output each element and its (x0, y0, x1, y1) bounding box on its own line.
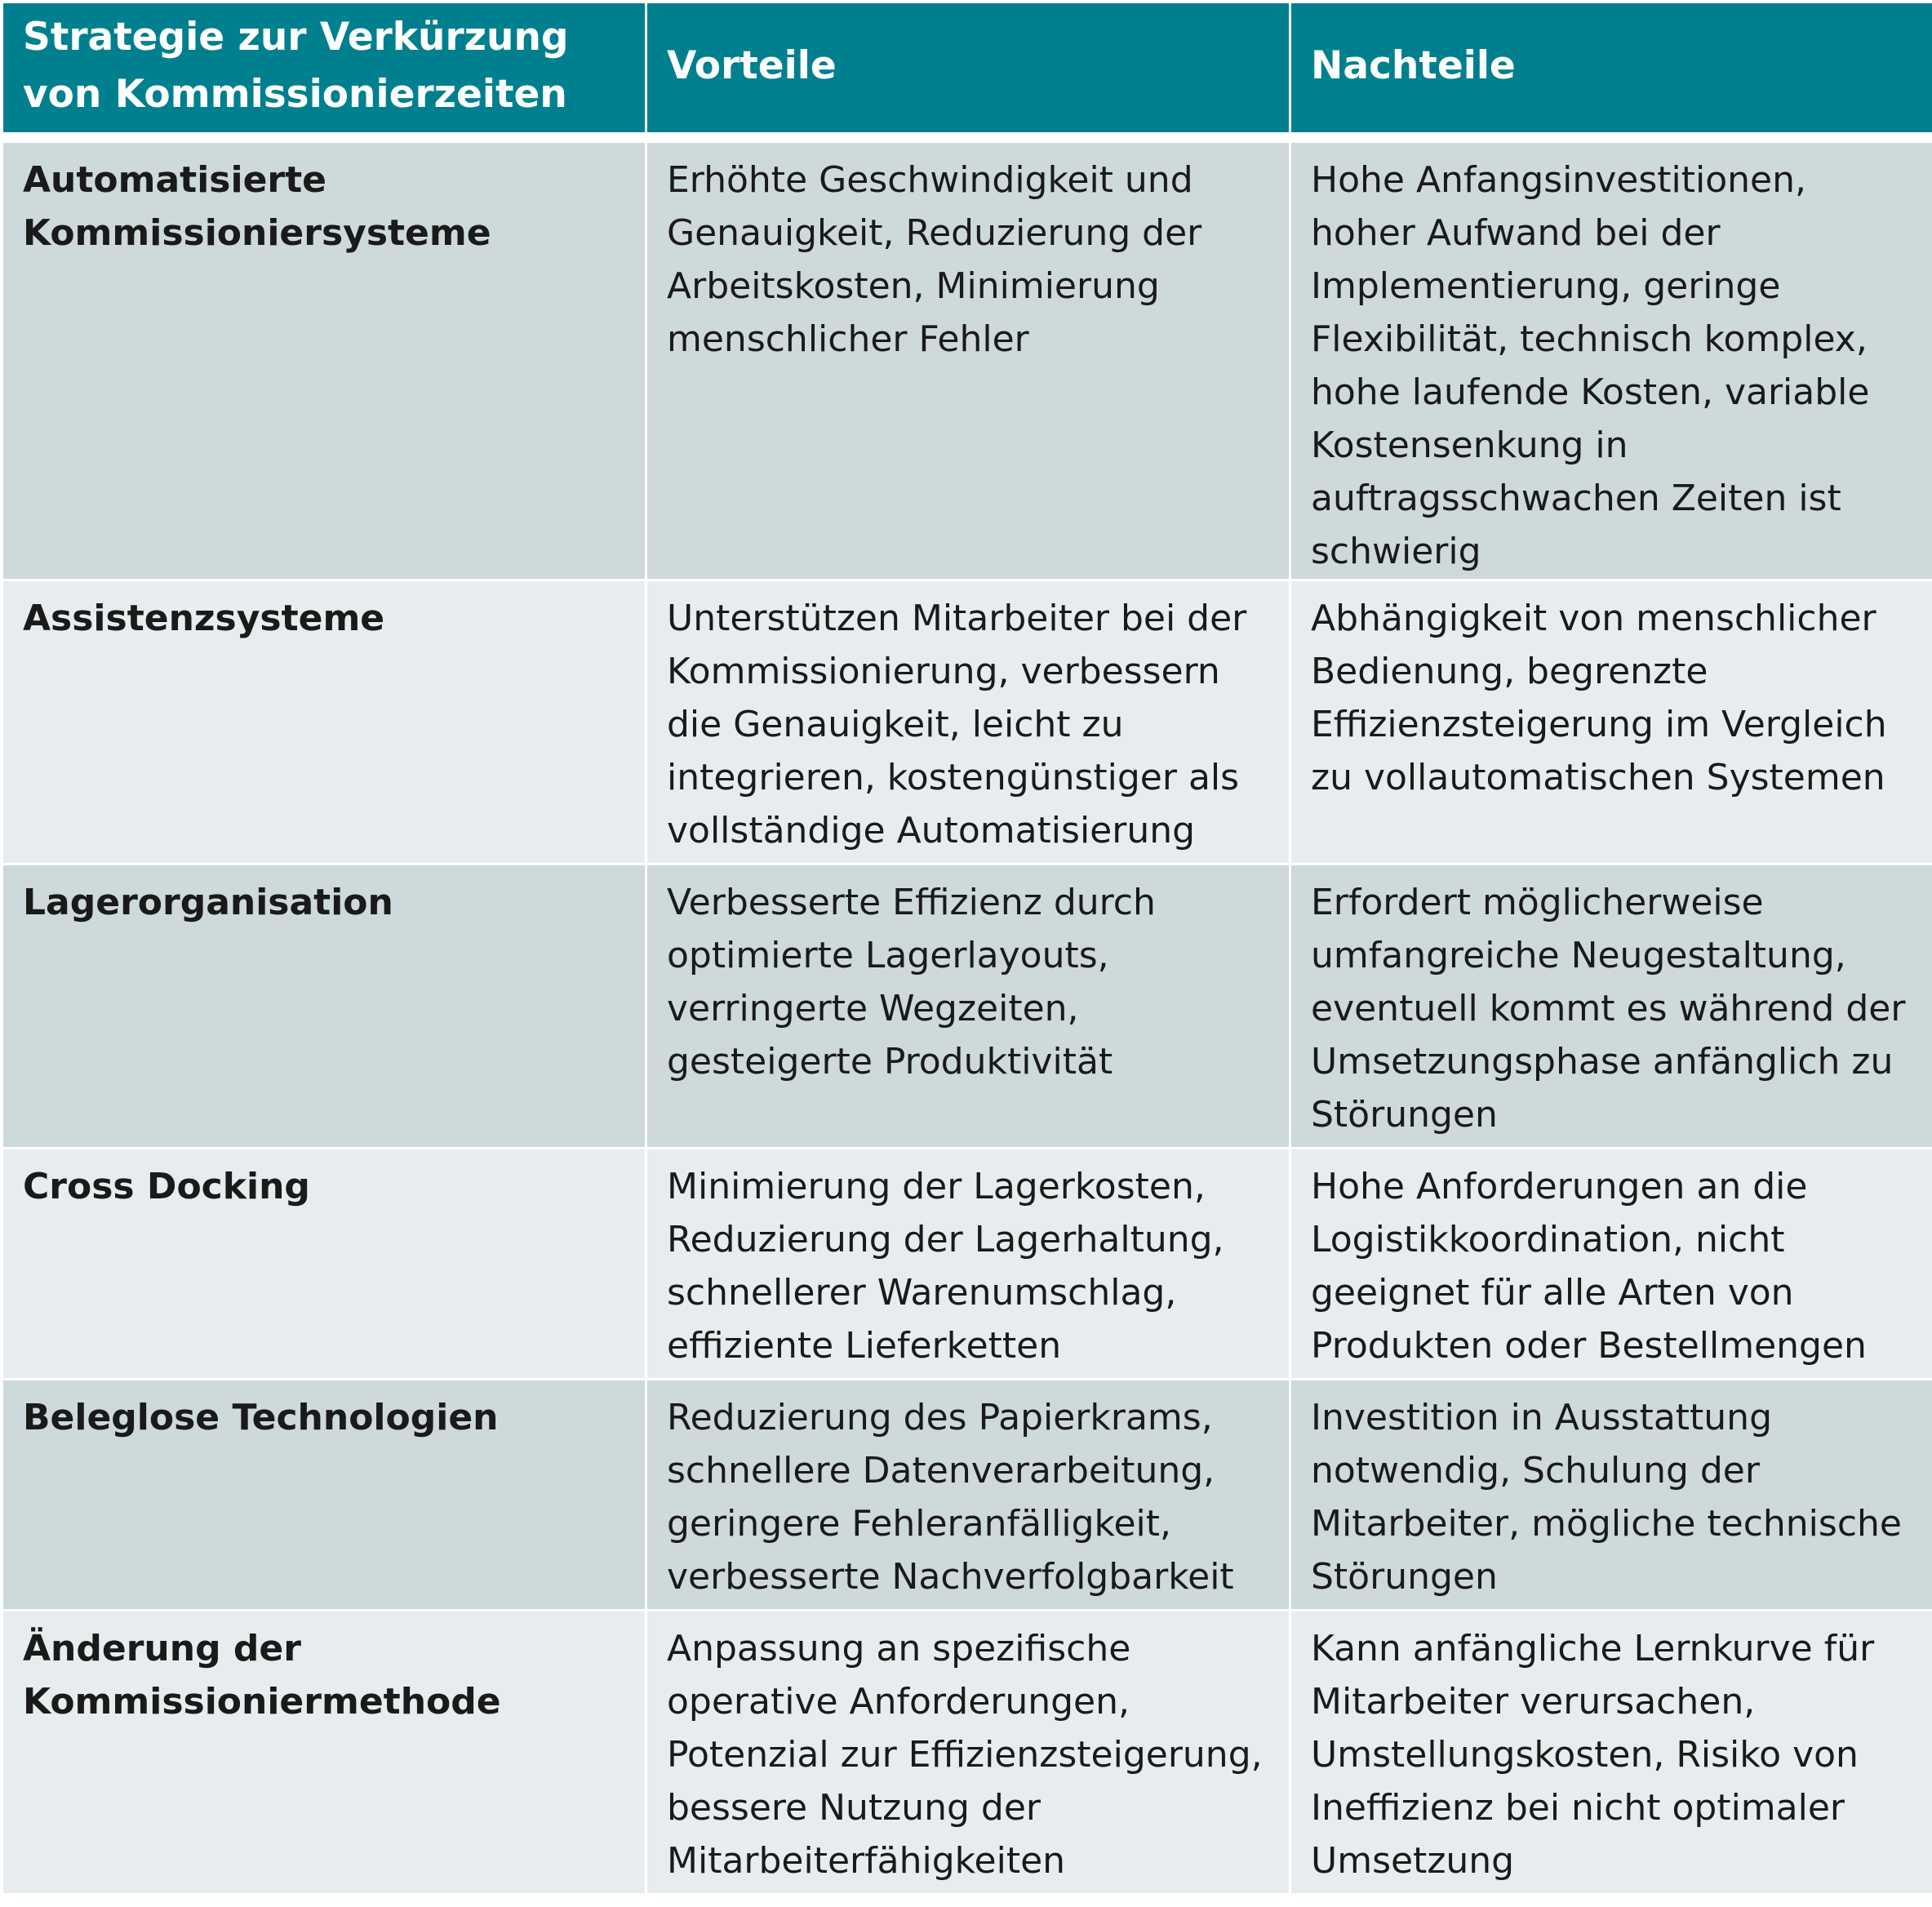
cons-cell: Investition in Ausstattung notwendig, Schulung der Mitarbeiter, mögliche technische Störungen (1291, 1380, 1932, 1609)
pros-cell: Verbesserte Effizienz durch optimierte Lagerlayouts, verringerte Wegzeiten, gesteigerte Produktivität (647, 865, 1289, 1147)
cons-cell: Kann anfängliche Lernkurve für Mitarbeiter verursachen, Umstellungskosten, Risiko von Ineffizienz bei nicht optimaler Umsetzung (1291, 1611, 1932, 1893)
strategy-cell: Beleglose Technologien (3, 1380, 645, 1609)
strategy-cell: Lagerorganisation (3, 865, 645, 1147)
header-pros-label: Vorteile (667, 43, 837, 88)
header-cons-label: Nachteile (1311, 43, 1516, 88)
pros-cell: Anpassung an spezifische operative Anforderungen, Potenzial zur Effizienzsteigerung, bessere Nutzung der Mitarbeiterfähigkeiten (647, 1611, 1289, 1893)
header-strategy-label: Strategie zur Verkürzung von Kommissionierzeiten (23, 15, 569, 117)
strategy-cell: Automatisierte Kommissioniersysteme (3, 143, 645, 579)
header-strategy (3, 3, 645, 132)
pros-cell: Erhöhte Geschwindigkeit und Genauigkeit, Reduzierung der Arbeitskosten, Minimierung menschlicher Fehler (647, 143, 1289, 579)
strategy-cell: Cross Docking (3, 1149, 645, 1378)
cons-cell: Hohe Anforderungen an die Logistikkoordination, nicht geeignet für alle Arten von Produkten oder Bestellmengen (1291, 1149, 1932, 1378)
cons-cell: Erfordert möglicherweise umfangreiche Neugestaltung, eventuell kommt es während der Umsetzungsphase anfänglich zu Störungen (1291, 865, 1932, 1147)
strategy-cell: Assistenzsysteme (3, 581, 645, 863)
cons-cell: Hohe Anfangsinvestitionen, hoher Aufwand bei der Implementierung, geringe Flexibilität, technisch komplex, hohe laufende Kosten, variable Kostensenkung in auftragsschwachen Zeiten ist schwierig (1291, 143, 1932, 579)
cons-cell: Abhängigkeit von menschlicher Bedienung, begrenzte Effizienzsteigerung im Vergleich zu vollautomatischen Systemen (1291, 581, 1932, 863)
strategy-cell: Änderung der Kommissioniermethode (3, 1611, 645, 1893)
pros-cell: Reduzierung des Papierkrams, schnellere Datenverarbeitung, geringere Fehleranfälligkeit, verbesserte Nachverfolgbarkeit (647, 1380, 1289, 1609)
pros-cell: Unterstützen Mitarbeiter bei der Kommissionierung, verbessern die Genauigkeit, leicht zu integrieren, kostengünstiger als vollständige Automatisierung (647, 581, 1289, 863)
comparison-table (3, 3, 1929, 1893)
pros-cell: Minimierung der Lagerkosten, Reduzierung der Lagerhaltung, schnellerer Warenumschlag, effiziente Lieferketten (647, 1149, 1289, 1378)
header-cons (1291, 3, 1932, 132)
header-pros (647, 3, 1289, 132)
